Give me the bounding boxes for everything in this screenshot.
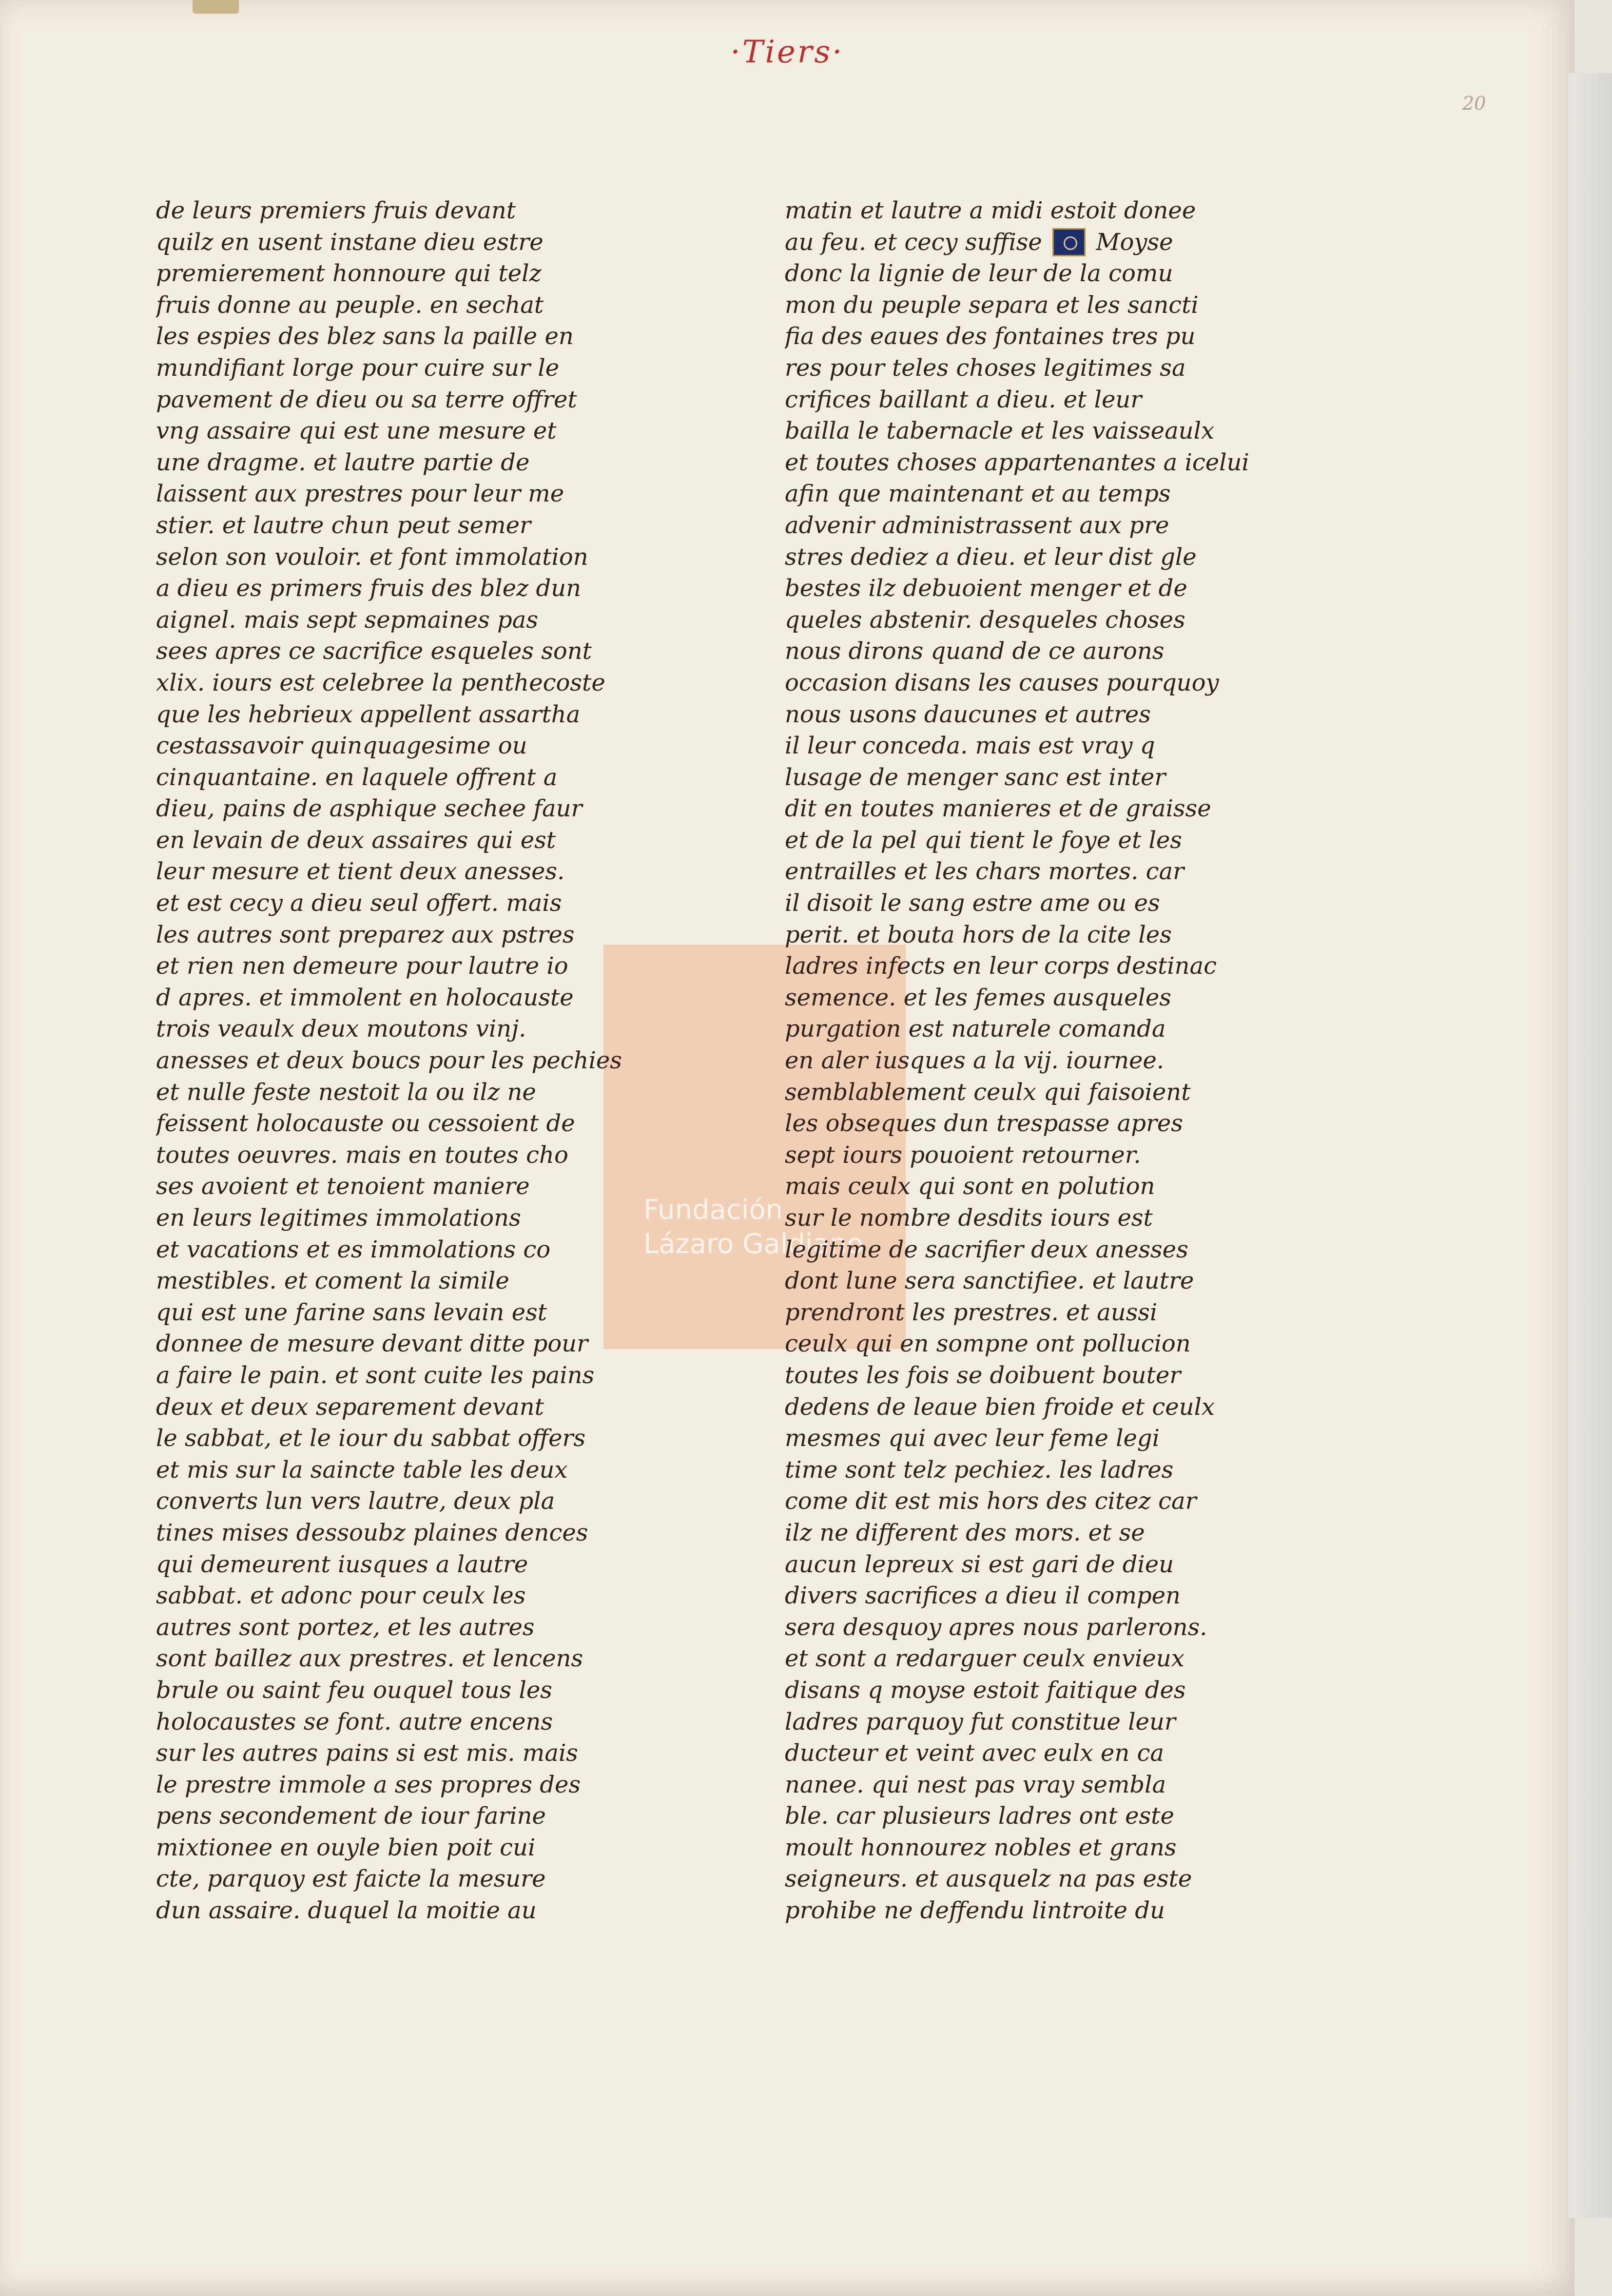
text-line: en aler iusques a la vij. iournee. <box>785 1047 1165 1075</box>
text-line: lusage de menger sanc est inter <box>785 763 1166 791</box>
text-line: entrailles et les chars mortes. car <box>785 858 1185 886</box>
text-fragment: Moyse <box>1096 228 1173 256</box>
binding-tab <box>193 0 239 14</box>
text-line: afin que maintenant et au temps <box>785 480 1171 508</box>
text-line: sont baillez aux prestres. et lencens <box>156 1645 583 1673</box>
text-line: les espies des blez sans la paille en <box>156 323 574 350</box>
text-line: de leurs premiers fruis devant <box>156 197 516 224</box>
text-line: mundifiant lorge pour cuire sur le <box>156 354 560 382</box>
text-line: aignel. mais sept sepmaines pas <box>156 606 539 634</box>
text-line: xlix. iours est celebree la penthecoste <box>156 669 605 696</box>
text-line: stres dediez a dieu. et leur dist gle <box>785 543 1197 571</box>
text-line: les autres sont preparez aux pstres <box>156 921 575 948</box>
text-line: stier. et lautre chun peut semer <box>156 511 531 539</box>
text-line: prendront les prestres. et aussi <box>785 1298 1158 1326</box>
text-line: sabbat. et adonc pour ceulx les <box>156 1582 526 1610</box>
text-line: et toutes choses appartenantes a icelui <box>785 448 1249 476</box>
text-line: nanee. qui nest pas vray sembla <box>785 1771 1166 1798</box>
text-line: mixtionee en ouyle bien poit cui <box>156 1833 536 1861</box>
text-line: ladres infects en leur corps destinac <box>785 952 1217 980</box>
text-line: fruis donne au peuple. en sechat <box>156 291 544 319</box>
text-line: et mis sur la saincte table les deux <box>156 1456 568 1484</box>
text-line: dit en toutes manieres et de graisse <box>785 795 1211 823</box>
text-line: mon du peuple separa et les sancti <box>785 291 1199 319</box>
text-line: brule ou saint feu ouquel tous les <box>156 1676 552 1704</box>
text-line: moult honnourez nobles et grans <box>785 1833 1177 1861</box>
folio-number: 20 <box>1462 93 1486 114</box>
text-line: ceulx qui en sompne ont pollucion <box>785 1330 1191 1358</box>
text-line: queles abstenir. desqueles choses <box>785 606 1185 634</box>
text-line: come dit est mis hors des citez car <box>785 1487 1197 1515</box>
text-line: cestassavoir quinquagesime ou <box>156 732 527 760</box>
text-line: sera desquoy apres nous parlerons. <box>785 1613 1207 1641</box>
text-line: laissent aux prestres pour leur me <box>156 480 564 508</box>
text-line: et de la pel qui tient le foye et les <box>785 826 1182 854</box>
page-edge <box>1568 73 1612 2218</box>
text-line: bailla le tabernacle et les vaisseaulx <box>785 417 1215 445</box>
text-line: leur mesure et tient deux anesses. <box>156 858 565 886</box>
text-line: le prestre immole a ses propres des <box>156 1771 581 1798</box>
text-line: feissent holocauste ou cessoient de <box>156 1110 575 1138</box>
text-line: converts lun vers lautre, deux pla <box>156 1487 555 1515</box>
text-line: prohibe ne deffendu lintroite du <box>785 1897 1165 1925</box>
text-line: a faire le pain. et sont cuite les pains <box>156 1361 595 1389</box>
watermark-line-1: Fundación <box>643 1194 783 1226</box>
text-line: ladres parquoy fut constitue leur <box>785 1708 1176 1736</box>
text-line: et rien nen demeure pour lautre io <box>156 952 568 980</box>
text-line: mesmes qui avec leur feme legi <box>785 1425 1160 1452</box>
text-line: ducteur et veint avec eulx en ca <box>785 1739 1164 1767</box>
text-line: dieu, pains de asphique sechee faur <box>156 795 583 823</box>
text-line: dont lune sera sanctifiee. et lautre <box>785 1267 1194 1295</box>
text-line: il disoit le sang estre ame ou es <box>785 889 1160 917</box>
text-line: et est cecy a dieu seul offert. mais <box>156 889 562 917</box>
text-line: mestibles. et coment la simile <box>156 1267 509 1295</box>
illuminated-initial-icon <box>1052 228 1086 256</box>
text-line: nous dirons quand de ce aurons <box>785 637 1165 665</box>
text-line: pavement de dieu ou sa terre offret <box>156 386 577 413</box>
text-line: semblablement ceulx qui faisoient <box>785 1078 1191 1106</box>
text-line: res pour teles choses legitimes sa <box>785 354 1186 382</box>
text-line: a dieu es primers fruis des blez dun <box>156 575 582 602</box>
text-line: toutes les fois se doibuent bouter <box>785 1361 1181 1389</box>
text-line-with-initial <box>785 227 1297 258</box>
text-line: semence. et les femes ausqueles <box>785 984 1171 1011</box>
running-title: ·Tiers· <box>730 34 844 70</box>
text-line: occasion disans les causes pourquoy <box>785 669 1219 696</box>
text-line: mais ceulx qui sont en polution <box>785 1173 1155 1200</box>
text-line: et nulle feste nestoit la ou ilz ne <box>156 1078 536 1106</box>
text-line: sur les autres pains si est mis. mais <box>156 1739 578 1767</box>
text-line: les obseques dun trespasse apres <box>785 1110 1183 1138</box>
text-line: donnee de mesure devant ditte pour <box>156 1330 588 1358</box>
text-line: et sont a redarguer ceulx envieux <box>785 1645 1185 1673</box>
text-line: legitime de sacrifier deux anesses <box>785 1235 1188 1263</box>
text-line: quilz en usent instane dieu estre <box>156 228 544 256</box>
text-line: bestes ilz debuoient menger et de <box>785 575 1187 602</box>
text-line: seigneurs. et ausquelz na pas este <box>785 1865 1192 1893</box>
text-line: tines mises dessoubz plaines dences <box>156 1519 588 1546</box>
text-line: toutes oeuvres. mais en toutes cho <box>156 1141 568 1169</box>
text-line: deux et deux separement devant <box>156 1393 544 1421</box>
text-line: nous usons daucunes et autres <box>785 700 1151 728</box>
text-line: selon son vouloir. et font immolation <box>156 543 588 571</box>
right-text-column <box>785 195 1297 1927</box>
text-line: fia des eaues des fontaines tres pu <box>785 323 1196 350</box>
text-line: ble. car plusieurs ladres ont este <box>785 1802 1174 1830</box>
text-fragment: au feu. et cecy suffise <box>785 228 1042 256</box>
text-line: qui est une farine sans levain est <box>156 1298 547 1326</box>
text-line: advenir administrassent aux pre <box>785 511 1169 539</box>
text-line: pens secondement de iour farine <box>156 1802 546 1830</box>
text-line: premierement honnoure qui telz <box>156 260 542 288</box>
text-line: sept iours pouoient retourner. <box>785 1141 1141 1169</box>
text-line: sees apres ce sacrifice esqueles sont <box>156 637 592 665</box>
text-line: autres sont portez, et les autres <box>156 1613 535 1641</box>
text-line: ses avoient et tenoient maniere <box>156 1173 530 1200</box>
text-line: holocaustes se font. autre encens <box>156 1708 553 1736</box>
text-line: disans q moyse estoit faitique des <box>785 1676 1186 1704</box>
text-line: d apres. et immolent en holocauste <box>156 984 574 1011</box>
watermark-line-2: Lázaro Galdiano <box>643 1228 864 1260</box>
text-line: perit. et bouta hors de la cite les <box>785 921 1172 948</box>
text-line: ilz ne different des mors. et se <box>785 1519 1145 1546</box>
text-line: cte, parquoy est faicte la mesure <box>156 1865 546 1893</box>
text-line: matin et lautre a midi estoit donee <box>785 197 1196 224</box>
text-line: aucun lepreux si est gari de dieu <box>785 1550 1174 1578</box>
text-line: que les hebrieux appellent assartha <box>156 700 581 728</box>
text-line: sur le nombre desdits iours est <box>785 1204 1153 1232</box>
text-line: cinquantaine. en laquele offrent a <box>156 763 558 791</box>
text-line: purgation est naturele comanda <box>785 1015 1166 1043</box>
text-line: une dragme. et lautre partie de <box>156 448 530 476</box>
text-line: il leur conceda. mais est vray q <box>785 732 1155 760</box>
text-line: vng assaire qui est une mesure et <box>156 417 557 445</box>
text-line: dun assaire. duquel la moitie au <box>156 1897 537 1925</box>
text-line: divers sacrifices a dieu il compen <box>785 1582 1181 1610</box>
text-line: en levain de deux assaires qui est <box>156 826 556 854</box>
left-text-column <box>156 195 668 1927</box>
text-line: donc la lignie de leur de la comu <box>785 260 1173 288</box>
text-line: en leurs legitimes immolations <box>156 1204 521 1232</box>
text-line: crifices baillant a dieu. et leur <box>785 386 1142 413</box>
text-line: le sabbat, et le iour du sabbat offers <box>156 1425 586 1452</box>
text-line: trois veaulx deux moutons vinj. <box>156 1015 526 1043</box>
text-line: et vacations et es immolations co <box>156 1235 551 1263</box>
text-line: dedens de leaue bien froide et ceulx <box>785 1393 1215 1421</box>
text-line: anesses et deux boucs pour les pechies <box>156 1047 622 1075</box>
text-line: time sont telz pechiez. les ladres <box>785 1456 1174 1484</box>
text-line: qui demeurent iusques a lautre <box>156 1550 528 1578</box>
